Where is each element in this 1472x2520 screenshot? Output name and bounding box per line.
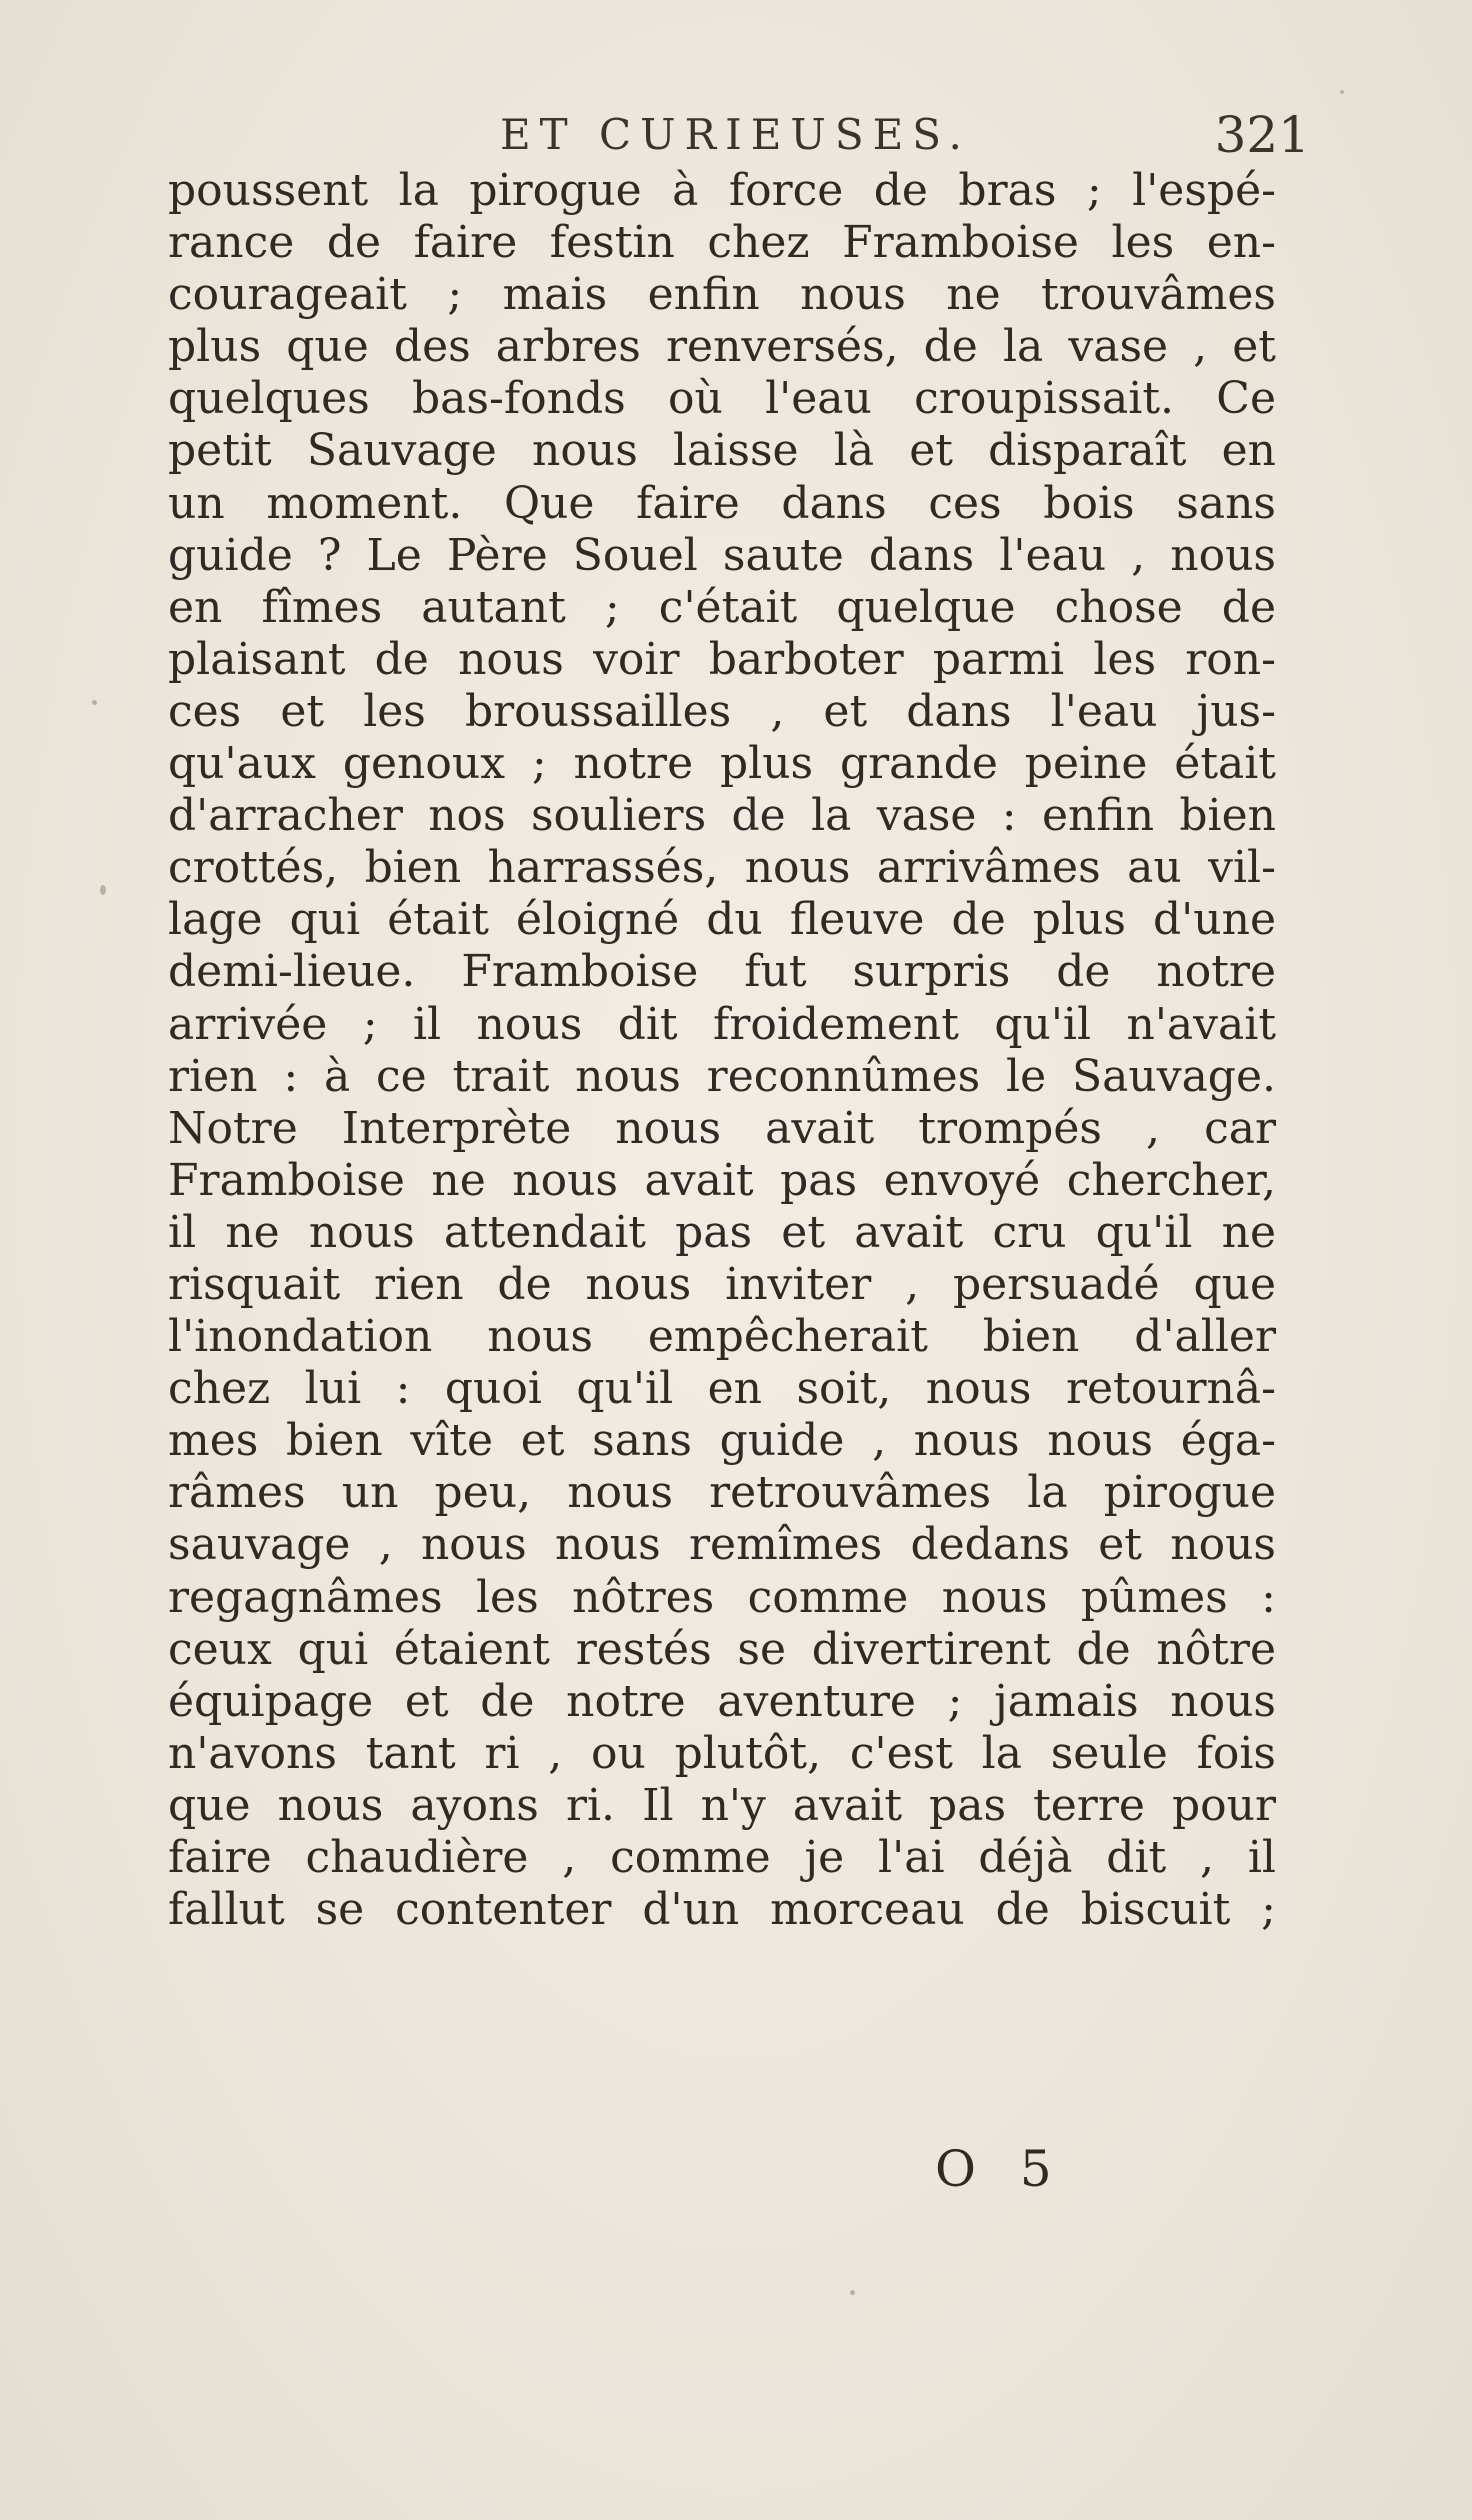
text-line: plus que des arbres renversés, de la vase , et	[168, 321, 1276, 373]
text-line: arrivée ; il nous dit froidement qu'il n'avait	[168, 998, 1276, 1050]
text-line: en fîmes autant ; c'était quelque chose de	[168, 581, 1276, 633]
text-line: l'inondation nous empêcherait bien d'aller	[168, 1311, 1276, 1363]
text-line: n'avons tant ri , ou plutôt, c'est la seule fois	[168, 1727, 1276, 1779]
paper-speck	[100, 885, 106, 895]
text-line: ces et les broussailles , et dans l'eau jus-	[168, 685, 1276, 737]
text-line: faire chaudière , comme je l'ai déjà dit , il	[168, 1832, 1276, 1883]
text-line: courageait ; mais enfin nous ne trouvâmes	[168, 269, 1276, 321]
text-line: fallut se contenter d'un morceau de biscuit ;	[168, 1884, 1276, 1936]
text-line: regagnâmes les nôtres comme nous pûmes :	[168, 1571, 1276, 1623]
page-number: 321	[1214, 106, 1310, 164]
text-line: Notre Interprète nous avait trompés , car	[168, 1102, 1276, 1154]
text-line: équipage et de notre aventure ; jamais nous	[168, 1675, 1276, 1727]
text-line: un moment. Que faire dans ces bois sans	[168, 477, 1276, 529]
signature-mark: O 5	[935, 2140, 1066, 2198]
text-line: petit Sauvage nous laisse là et disparaît en	[168, 425, 1276, 477]
text-line: risquait rien de nous inviter , persuadé que	[168, 1258, 1276, 1310]
text-line: rance de faire festin chez Framboise les en-	[168, 217, 1276, 269]
text-line: râmes un peu, nous retrouvâmes la pirogue	[168, 1467, 1276, 1519]
text-line: demi-lieue. Framboise fut surpris de notre	[168, 946, 1276, 998]
text-line: lage qui était éloigné du fleuve de plus d'une	[168, 894, 1276, 946]
text-line: d'arracher nos souliers de la vase : enfin bien	[168, 790, 1276, 842]
text-line: quelques bas-fonds où l'eau croupissait. Ce	[168, 373, 1276, 425]
text-line: chez lui : quoi qu'il en soit, nous retournâ-	[168, 1363, 1276, 1415]
text-line: que nous ayons ri. Il n'y avait pas terre pour	[168, 1779, 1276, 1831]
paper-speck	[850, 2290, 855, 2295]
page-header	[170, 106, 1310, 170]
text-line: crottés, bien harrassés, nous arrivâmes au vil-	[168, 842, 1276, 894]
text-line: il ne nous attendait pas et avait cru qu'il ne	[168, 1206, 1276, 1258]
text-line: sauvage , nous nous remîmes dedans et nous	[168, 1519, 1276, 1571]
text-line: guide ? Le Père Souel saute dans l'eau , nous	[168, 529, 1276, 581]
paper-speck	[92, 700, 97, 705]
text-line: qu'aux genoux ; notre plus grande peine était	[168, 738, 1276, 790]
paper-speck	[1340, 90, 1344, 94]
text-line: Framboise ne nous avait pas envoyé chercher,	[168, 1154, 1276, 1206]
text-line: plaisant de nous voir barboter parmi les ron-	[168, 633, 1276, 685]
text-line: rien : à ce trait nous reconnûmes le Sauvage.	[168, 1050, 1276, 1102]
text-line: ceux qui étaient restés se divertirent de nôtre	[168, 1623, 1276, 1675]
text-line: mes bien vîte et sans guide , nous nous éga-	[168, 1415, 1276, 1467]
body-text	[168, 165, 1276, 1936]
running-title: ET CURIEUSES.	[500, 110, 971, 159]
text-line: poussent la pirogue à force de bras ; l'espé-	[168, 165, 1276, 216]
